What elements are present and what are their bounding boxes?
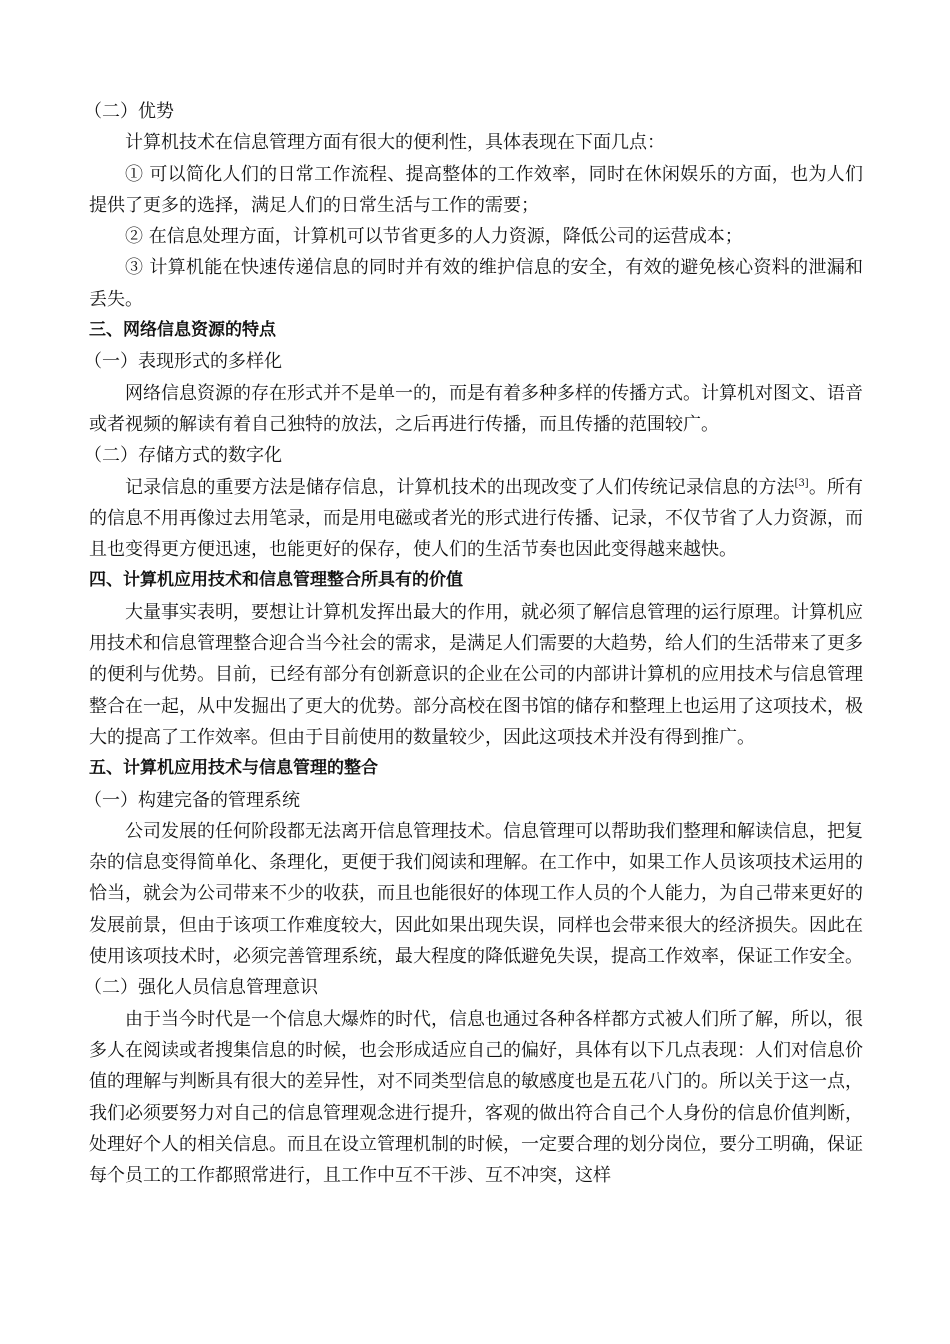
- section-heading-3: 三、网络信息资源的特点: [89, 320, 276, 341]
- subsection-title-diversity: （一）表现形式的多样化: [84, 351, 282, 373]
- paragraph-digitization: [89, 472, 863, 566]
- subsection-title-awareness: （二）强化人员信息管理意识: [84, 977, 318, 999]
- section-heading-4: 四、计算机应用技术和信息管理整合所具有的价值: [89, 570, 463, 591]
- paragraph-value: 大量事实表明，要想让计算机发挥出最大的作用，就必须了解信息管理的运行原理。计算机应用技术和信息管理整合迎合当今社会的需求，是满足人们需要的大趋势，给人们的生活带来了更多的便利与优势。目前，已经有部分有创新意识的企业在公司的内部讲计算机的应用技术与信息管理整合在一起，从中发掘出了更大的优势。部分高校在图书馆的储存和整理上也运用了这项技术，极大的提高了工作效率。但由于目前使用的数量较少，因此这项技术并没有得到推广。: [89, 601, 863, 748]
- subsection-title-advantages: （二）优势: [84, 101, 174, 122]
- subsection-title-management-system: （一）构建完备的管理系统: [84, 789, 300, 811]
- document-page: [84, 96, 864, 1191]
- paragraph-advantage-1: ① 可以简化人们的日常工作流程、提高整体的工作效率，同时在休闲娱乐的方面，也为人们提供了更多的选择，满足人们的日常生活与工作的需要；: [89, 163, 863, 216]
- subsection-title-digitization: （二）存储方式的数字化: [84, 445, 282, 467]
- paragraph-diversity: 网络信息资源的存在形式并不是单一的，而是有着多种多样的传播方式。计算机对图文、语音或者视频的解读有着自己独特的放法，之后再进行传播，而且传播的范围较广。: [89, 382, 863, 435]
- paragraph-awareness: 由于当今时代是一个信息大爆炸的时代，信息也通过各种各样都方式被人们所了解，所以，很多人在阅读或者搜集信息的时候，也会形成适应自己的偏好，具体有以下几点表现：人们对信息价值的理解与判断具有很大的差异性，对不同类型信息的敏感度也是五花八门的。所以关于这一点，我们必须要努力对自己的信息管理观念进行提升，客观的做出符合自己个人身份的信息价值判断，处理好个人的相关信息。而且在设立管理机制的时候，一定要合理的划分岗位，要分工明确，保证每个员工的工作都照常进行，且工作中互不干涉、互不冲突，这样: [89, 1008, 863, 1187]
- paragraph-advantages-intro: 计算机技术在信息管理方面有很大的便利性，具体表现在下面几点：: [125, 132, 665, 154]
- paragraph-advantage-2: ② 在信息处理方面，计算机可以节省更多的人力资源，降低公司的运营成本；: [125, 226, 743, 248]
- paragraph-digitization-part-b: 。所有的信息不用再像过去用笔录，而是用电磁或者光的形式进行传播、记录，不仅节省了人力资源，而且也变得更方便迅速，也能更好的保存，使人们的生活节奏也因此变得越来越快。: [89, 476, 864, 561]
- section-heading-5: 五、计算机应用技术与信息管理的整合: [89, 758, 378, 779]
- citation-3: [3]: [794, 477, 809, 489]
- paragraph-digitization-part-a: 记录信息的重要方法是储存信息，计算机技术的出现改变了人们传统记录信息的方法: [125, 476, 795, 498]
- paragraph-advantage-3: ③ 计算机能在快速传递信息的同时并有效的维护信息的安全，有效的避免核心资料的泄漏和丢失。: [89, 257, 863, 310]
- paragraph-management-system: 公司发展的任何阶段都无法离开信息管理技术。信息管理可以帮助我们整理和解读信息，把复杂的信息变得简单化、条理化，更便于我们阅读和理解。在工作中，如果工作人员该项技术运用的恰当，就会为公司带来不少的收获，而且也能很好的体现工作人员的个人能力，为自己带来更好的发展前景，但由于该项工作难度较大，因此如果出现失误，同样也会带来很大的经济损失。因此在使用该项技术时，必须完善管理系统，最大程度的降低避免失误，提高工作效率，保证工作安全。: [89, 820, 863, 968]
